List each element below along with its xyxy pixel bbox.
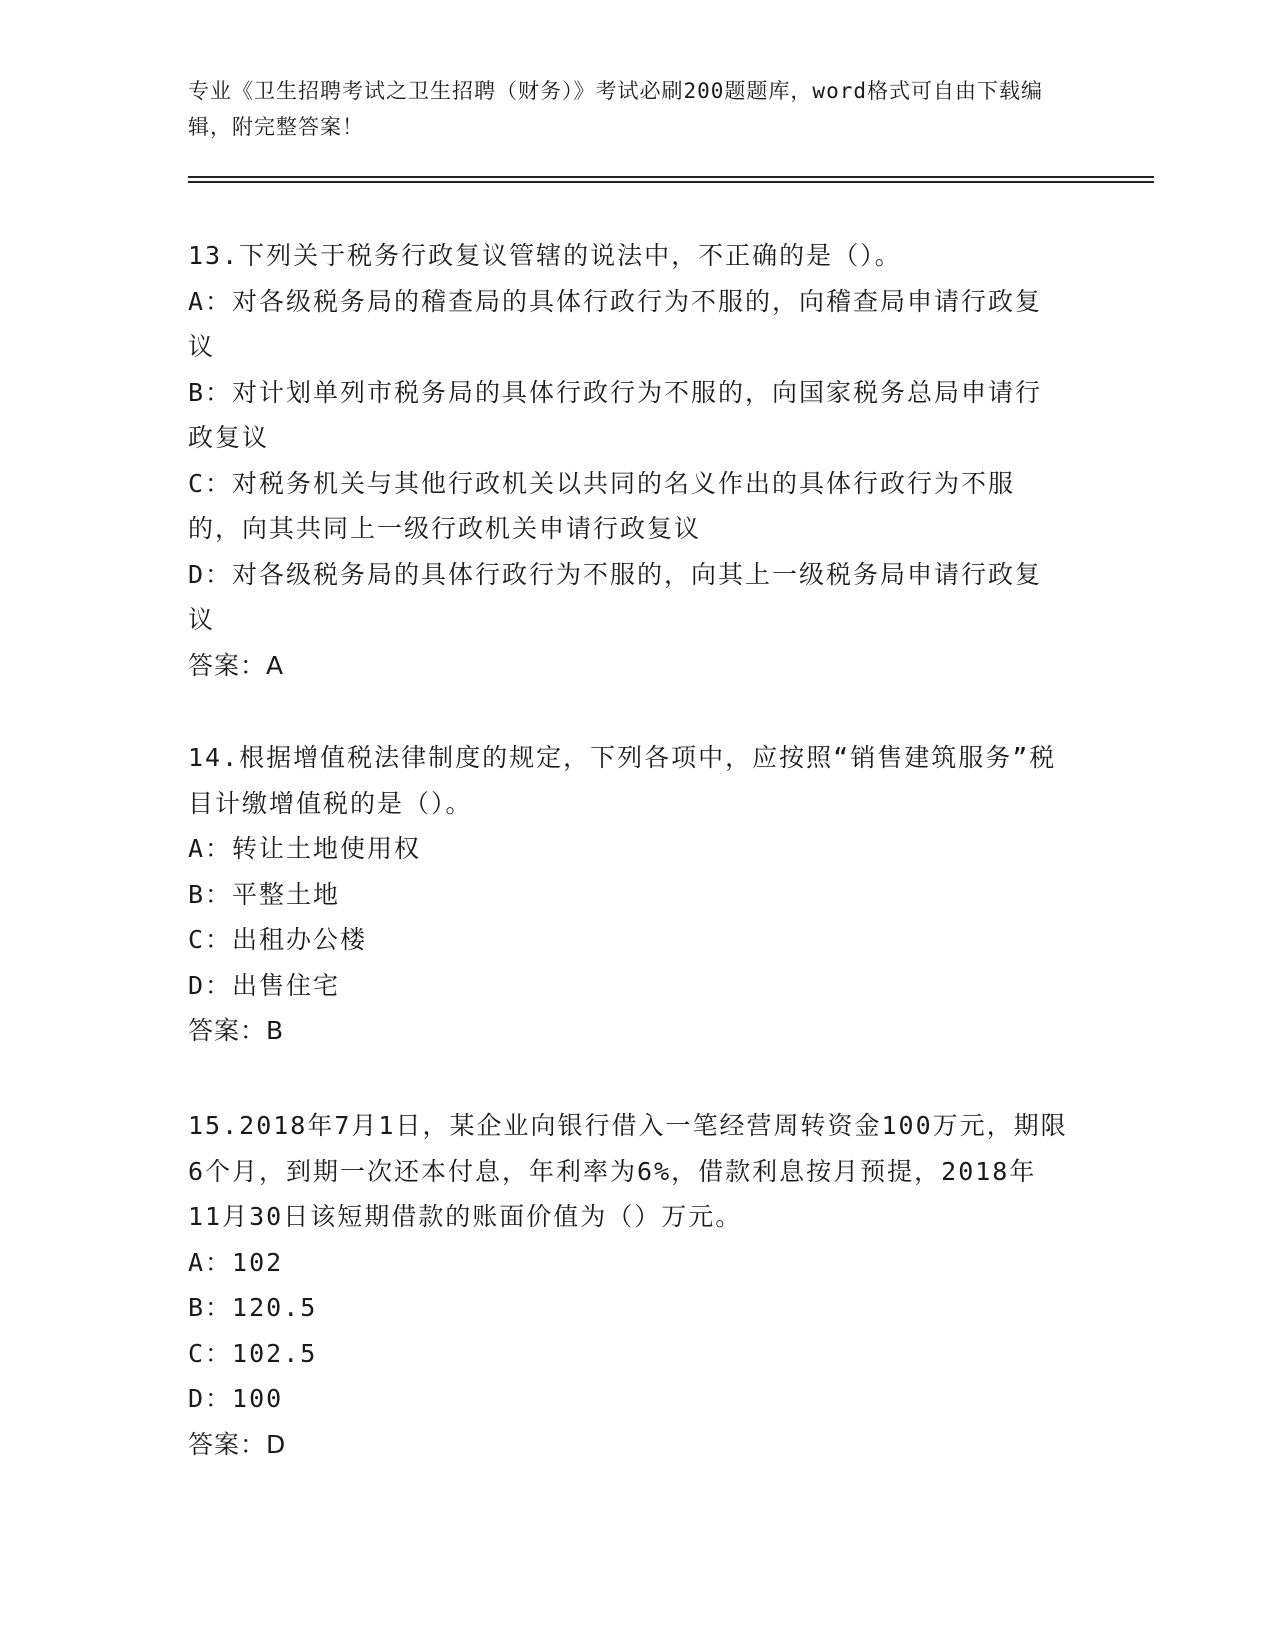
question-stem: 14.根据增值税法律制度的规定，下列各项中，应按照“销售建筑服务”税目计缴增值税的是（）。: [188, 743, 1057, 818]
answer-line: 答案：A: [188, 650, 285, 680]
question-stem: 15.2018年7月1日，某企业向银行借入一笔经营周转资金100万元，期限6个月，到期一次还本付息，年利率为6%，借款利息按月预提，2018年11月30日该短期借款的账面价值为（）万元。: [188, 1111, 1068, 1231]
answer-line: 答案：D: [188, 1429, 287, 1459]
option-d: D：出售住宅: [188, 970, 341, 1000]
question-15: [188, 1103, 1068, 1467]
option-b: B：120.5: [188, 1293, 318, 1322]
option-d: D：对各级税务局的具体行政行为不服的，向其上一级税务局申请行政复议: [188, 559, 1043, 634]
question-14: [188, 735, 1068, 1054]
document-header: 专业《卫生招聘考试之卫生招聘（财务）》考试必刷200题题库，word格式可自由下载编辑，附完整答案！: [188, 79, 1043, 139]
option-c: C：对税务机关与其他行政机关以共同的名义作出的具体行政行为不服的，向其共同上一级行政机关申请行政复议: [188, 468, 1016, 543]
question-13: [188, 233, 1068, 688]
answer-line: 答案：B: [188, 1016, 285, 1045]
option-a: A：102: [188, 1247, 284, 1277]
option-a: A：转让土地使用权: [188, 834, 422, 863]
option-c: C：出租办公楼: [188, 925, 368, 954]
option-b: B：对计划单列市税务局的具体行政行为不服的，向国家税务总局申请行政复议: [188, 377, 1043, 452]
header-divider: [188, 176, 1154, 183]
question-stem: 13.下列关于税务行政复议管辖的说法中，不正确的是（）。: [188, 241, 902, 270]
option-a: A：对各级税务局的稽查局的具体行政行为不服的，向稽查局申请行政复议: [188, 286, 1043, 361]
option-d: D：100: [188, 1384, 284, 1413]
option-c: C：102.5: [188, 1338, 318, 1368]
option-b: B：平整土地: [188, 879, 341, 909]
